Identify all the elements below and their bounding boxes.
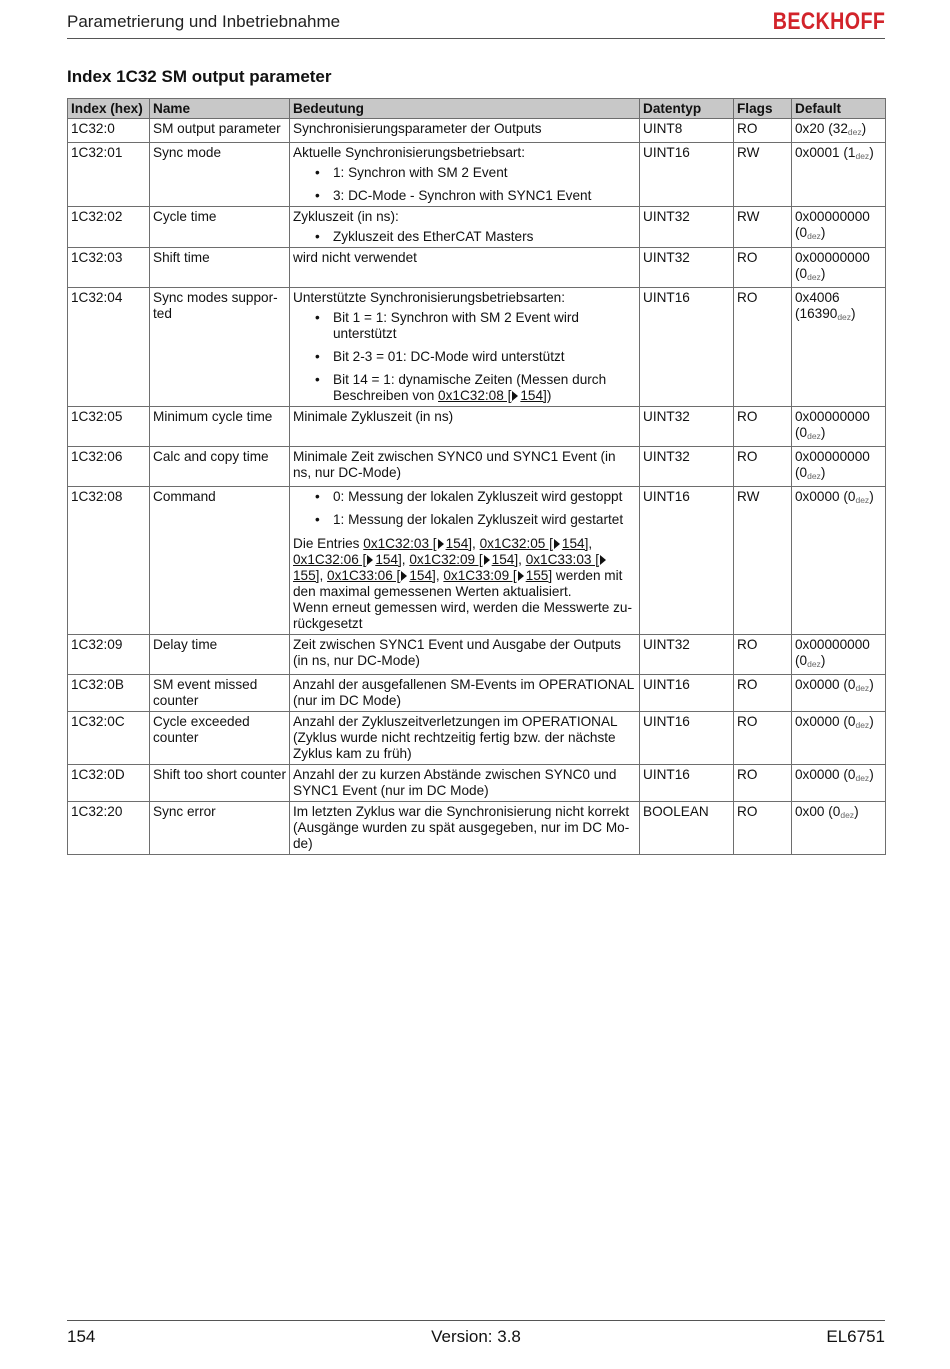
entries-prefix: Die Entries xyxy=(293,536,364,551)
cell-flags: RO xyxy=(734,712,792,765)
cell-name: Shift too short counter xyxy=(150,765,290,802)
cell-name: Cycle time xyxy=(150,207,290,248)
cell-default xyxy=(792,447,886,487)
table-row xyxy=(68,675,886,712)
description-text: Anzahl der Zykluszeitverletzungen im OPERATIONAL (Zyklus wurde nicht rechtzeitig fertig bzw. der nächste Zyklus kam zu früh) xyxy=(293,714,618,761)
table-row xyxy=(68,119,886,143)
page-arrow-icon xyxy=(484,555,490,565)
cross-reference-link[interactable] xyxy=(363,536,472,551)
default-value: 0x00000000 (0 xyxy=(795,409,870,440)
decimal-subscript: dez xyxy=(807,471,821,481)
cell-default xyxy=(792,712,886,765)
link-ref: 0x1C32:08 [ xyxy=(438,388,512,403)
cell-index: 1C32:09 xyxy=(68,635,150,675)
link-page: 154] xyxy=(375,552,402,567)
bullet-item xyxy=(333,512,636,528)
cell-index: 1C32:08 xyxy=(68,487,150,635)
page-arrow-icon xyxy=(518,571,524,581)
default-value: 0x4006 (16390 xyxy=(795,290,840,321)
table-row xyxy=(68,207,886,248)
decimal-subscript: dez xyxy=(855,151,870,161)
cell-flags: RO xyxy=(734,802,792,855)
cross-reference-link[interactable] xyxy=(327,568,436,583)
cell-index: 1C32:06 xyxy=(68,447,150,487)
product-name: EL6751 xyxy=(826,1327,885,1346)
cell-name: Cycle exceeded counter xyxy=(150,712,290,765)
default-close: ) xyxy=(820,425,826,440)
cell-datentyp: UINT16 xyxy=(640,487,734,635)
column-header-bedeutung: Bedeutung xyxy=(290,99,640,119)
cell-index: 1C32:0D xyxy=(68,765,150,802)
link-ref: 0x1C32:05 [ xyxy=(479,536,553,551)
description-text: wird nicht verwendet xyxy=(293,250,417,265)
link-separator: , xyxy=(319,568,328,583)
cell-default xyxy=(792,635,886,675)
description-text: Aktuelle Synchronisierungsbetriebsart: xyxy=(293,145,525,160)
cell-default xyxy=(792,207,886,248)
decimal-subscript: dez xyxy=(855,683,870,693)
decimal-subscript: dez xyxy=(807,272,821,282)
link-page: 155] xyxy=(293,568,320,583)
cell-default xyxy=(792,487,886,635)
beckhoff-logo: BECKHOFF xyxy=(772,8,885,35)
cell-bedeutung xyxy=(290,248,640,288)
description-text: Zeit zwischen SYNC1 Event und Ausgabe der Outputs (in ns, nur DC-Mode) xyxy=(293,637,621,668)
cell-bedeutung xyxy=(290,143,640,207)
cell-name: SM event missed counter xyxy=(150,675,290,712)
bullet-text: 0: Messung der lokalen Zykluszeit wird gestoppt xyxy=(333,489,623,504)
column-header-default: Default xyxy=(792,99,886,119)
default-close: ) xyxy=(869,714,874,729)
cell-datentyp: BOOLEAN xyxy=(640,802,734,855)
bullet-list xyxy=(293,229,636,245)
description-text: Zykluszeit (in ns): xyxy=(293,209,399,224)
table-row xyxy=(68,248,886,288)
link-page: 154] xyxy=(409,568,436,583)
cell-index: 1C32:0 xyxy=(68,119,150,143)
cell-index: 1C32:0B xyxy=(68,675,150,712)
default-close: ) xyxy=(820,266,826,281)
default-value: 0x00 (0 xyxy=(795,804,841,819)
cell-index: 1C32:05 xyxy=(68,407,150,447)
default-value: 0x0000 (0 xyxy=(795,714,856,729)
link-separator: , xyxy=(435,568,444,583)
page-arrow-icon xyxy=(438,539,444,549)
cell-flags: RO xyxy=(734,119,792,143)
description-text: Anzahl der zu kurzen Abstände zwischen SYNC0 und SYNC1 Event (nur im DC Mode) xyxy=(293,767,617,798)
default-value: 0x0000 (0 xyxy=(795,489,856,504)
link-ref: 0x1C33:06 [ xyxy=(327,568,401,583)
cell-datentyp: UINT16 xyxy=(640,143,734,207)
link-separator: , xyxy=(401,552,410,567)
bullet-text: Bit 14 = 1: dynamische Zeiten (Messen durch Beschreiben von xyxy=(333,372,607,403)
decimal-subscript: dez xyxy=(840,810,855,820)
decimal-subscript: dez xyxy=(807,231,821,241)
default-close: ) xyxy=(869,145,874,160)
cell-datentyp: UINT32 xyxy=(640,207,734,248)
table-row xyxy=(68,712,886,765)
cell-default xyxy=(792,248,886,288)
page-arrow-icon xyxy=(512,391,518,401)
bullet-item xyxy=(333,489,636,505)
cell-bedeutung xyxy=(290,407,640,447)
default-value: 0x00000000 (0 xyxy=(795,250,870,281)
decimal-subscript: dez xyxy=(837,312,852,322)
bullet-item xyxy=(333,310,636,342)
bullet-list xyxy=(293,489,636,528)
cell-datentyp: UINT32 xyxy=(640,447,734,487)
default-value: 0x00000000 (0 xyxy=(795,209,870,240)
bullet-list xyxy=(293,165,636,204)
table-row xyxy=(68,635,886,675)
cell-flags: RO xyxy=(734,288,792,407)
description-text: Anzahl der ausgefallenen SM-Events im OPERATIONAL (nur im DC Mode) xyxy=(293,677,634,708)
description-text: Unterstützte Synchronisierungsbetriebsarten: xyxy=(293,290,566,305)
cell-index: 1C32:03 xyxy=(68,248,150,288)
link-ref: 0x1C33:03 [ xyxy=(525,552,599,567)
default-value: 0x00000000 (0 xyxy=(795,637,870,668)
table-row xyxy=(68,487,886,635)
cell-flags: RO xyxy=(734,765,792,802)
bullet-text: Zykluszeit des EtherCAT Masters xyxy=(333,229,534,244)
cell-datentyp: UINT16 xyxy=(640,765,734,802)
default-value: 0x00000000 (0 xyxy=(795,449,870,480)
decimal-subscript: dez xyxy=(847,127,862,137)
cell-bedeutung xyxy=(290,635,640,675)
cross-reference-link[interactable] xyxy=(438,388,547,403)
column-header-datentyp: Datentyp xyxy=(640,99,734,119)
cross-reference-link[interactable] xyxy=(480,536,589,551)
decimal-subscript: dez xyxy=(855,495,870,505)
cell-bedeutung xyxy=(290,487,640,635)
table-row xyxy=(68,143,886,207)
default-close: ) xyxy=(869,677,874,692)
link-page: 154] xyxy=(491,552,519,567)
cell-bedeutung xyxy=(290,712,640,765)
cell-index: 1C32:20 xyxy=(68,802,150,855)
page-arrow-icon xyxy=(554,539,560,549)
cell-flags: RO xyxy=(734,248,792,288)
bullet-text: 3: DC-Mode - Synchron with SYNC1 Event xyxy=(333,188,592,203)
cell-flags: RO xyxy=(734,635,792,675)
cell-datentyp: UINT16 xyxy=(640,288,734,407)
cross-reference-link[interactable] xyxy=(409,552,518,567)
parameter-table xyxy=(67,98,886,855)
cell-default xyxy=(792,765,886,802)
page-header xyxy=(67,8,885,39)
cell-default xyxy=(792,407,886,447)
decimal-subscript: dez xyxy=(807,659,821,669)
default-close: ) xyxy=(820,465,826,480)
cell-name: Calc and copy time xyxy=(150,447,290,487)
default-close: ) xyxy=(854,804,859,819)
description-text: Synchronisierungsparameter der Outputs xyxy=(293,121,542,136)
default-close: ) xyxy=(869,767,874,782)
bullet-item xyxy=(333,188,636,204)
bullet-item xyxy=(333,349,636,365)
link-ref: 0x1C32:06 [ xyxy=(293,552,367,567)
page-arrow-icon xyxy=(367,555,373,565)
column-header-name: Name xyxy=(150,99,290,119)
table-row xyxy=(68,765,886,802)
link-page: 154] xyxy=(445,536,473,551)
cell-datentyp: UINT32 xyxy=(640,635,734,675)
cell-bedeutung xyxy=(290,802,640,855)
page-title: Index 1C32 SM output parameter xyxy=(67,67,332,86)
description-text: Minimale Zykluszeit (in ns) xyxy=(293,409,454,424)
document-version: Version: 3.8 xyxy=(431,1327,521,1346)
description-text: Minimale Zeit zwischen SYNC0 und SYNC1 Event (in ns, nur DC-Mode) xyxy=(293,449,616,480)
cell-index: 1C32:0C xyxy=(68,712,150,765)
entries-paragraph xyxy=(293,536,636,600)
bullet-text: Bit 2-3 = 01: DC-Mode wird unterstützt xyxy=(333,349,565,364)
table-header-row xyxy=(68,99,886,119)
cross-reference-link[interactable] xyxy=(293,552,402,567)
cell-name: Minimum cycle time xyxy=(150,407,290,447)
bullet-text: 1: Messung der lokalen Zykluszeit wird gestartet xyxy=(333,512,624,527)
default-close: ) xyxy=(851,306,856,321)
cell-flags: RO xyxy=(734,407,792,447)
default-value: 0x0000 (0 xyxy=(795,677,856,692)
section-title: Parametrierung und Inbetriebnahme xyxy=(67,12,341,31)
table-row xyxy=(68,407,886,447)
bullet-item xyxy=(333,372,636,404)
cell-flags: RW xyxy=(734,207,792,248)
decimal-subscript: dez xyxy=(855,720,870,730)
cell-index: 1C32:04 xyxy=(68,288,150,407)
cell-default xyxy=(792,675,886,712)
cell-datentyp: UINT32 xyxy=(640,248,734,288)
cell-bedeutung xyxy=(290,675,640,712)
cell-datentyp: UINT16 xyxy=(640,712,734,765)
bullet-text: 1: Synchron with SM 2 Event xyxy=(333,165,508,180)
entries-note: Wenn erneut gemessen wird, werden die Messwerte zurückgesetzt xyxy=(293,600,632,631)
cell-flags: RW xyxy=(734,487,792,635)
default-value: 0x0000 (0 xyxy=(795,767,856,782)
cell-name: Sync mode xyxy=(150,143,290,207)
link-ref: 0x1C33:09 [ xyxy=(443,568,517,583)
bullet-item xyxy=(333,165,636,181)
cell-default xyxy=(792,288,886,407)
page-number: 154 xyxy=(67,1327,96,1346)
default-close: ) xyxy=(820,225,826,240)
cell-flags: RO xyxy=(734,675,792,712)
decimal-subscript: dez xyxy=(855,773,870,783)
page-arrow-icon xyxy=(401,571,407,581)
cell-name: Sync modes supported xyxy=(150,288,290,407)
page-arrow-icon xyxy=(600,555,606,565)
default-value: 0x0001 (1 xyxy=(795,145,856,160)
default-close: ) xyxy=(861,121,867,136)
cell-bedeutung xyxy=(290,288,640,407)
link-ref: 0x1C32:09 [ xyxy=(409,552,483,567)
link-page: 155] xyxy=(525,568,553,583)
decimal-subscript: dez xyxy=(807,431,821,441)
link-page: 154] xyxy=(561,536,589,551)
cell-default xyxy=(792,802,886,855)
cell-bedeutung xyxy=(290,765,640,802)
cell-name: SM output parameter xyxy=(150,119,290,143)
entries-suffix: werden mit den maximal gemessenen Werten aktualisiert. xyxy=(293,568,623,599)
link-separator: , xyxy=(472,536,480,551)
cell-name: Shift time xyxy=(150,248,290,288)
cell-datentyp: UINT32 xyxy=(640,407,734,447)
table-row xyxy=(68,447,886,487)
default-value: 0x20 (32 xyxy=(795,121,848,136)
cell-bedeutung xyxy=(290,119,640,143)
cell-flags: RW xyxy=(734,143,792,207)
cell-name: Command xyxy=(150,487,290,635)
cell-default xyxy=(792,119,886,143)
link-separator: , xyxy=(518,552,526,567)
cell-datentyp: UINT16 xyxy=(640,675,734,712)
cell-bedeutung xyxy=(290,447,640,487)
link-separator: , xyxy=(588,536,593,551)
default-close: ) xyxy=(869,489,874,504)
link-ref: 0x1C32:03 [ xyxy=(363,536,437,551)
cell-flags: RO xyxy=(734,447,792,487)
bullet-text-end: ) xyxy=(546,388,552,403)
table-row xyxy=(68,802,886,855)
column-header-flags: Flags xyxy=(734,99,792,119)
cell-datentyp: UINT8 xyxy=(640,119,734,143)
cell-bedeutung xyxy=(290,207,640,248)
cell-default xyxy=(792,143,886,207)
bullet-list xyxy=(293,310,636,404)
column-header-index: Index (hex) xyxy=(68,99,150,119)
table-row xyxy=(68,288,886,407)
link-page: 154] xyxy=(520,388,547,403)
cell-index: 1C32:01 xyxy=(68,143,150,207)
cell-name: Sync error xyxy=(150,802,290,855)
page-footer xyxy=(67,1320,885,1351)
cell-name: Delay time xyxy=(150,635,290,675)
bullet-text: Bit 1 = 1: Synchron with SM 2 Event wird unterstützt xyxy=(333,310,579,341)
default-close: ) xyxy=(820,653,826,668)
description-text: Im letzten Zyklus war die Synchronisierung nicht korrekt (Ausgänge wurden zu spät ausgegeben, nur im DC Mode) xyxy=(293,804,630,851)
cell-index: 1C32:02 xyxy=(68,207,150,248)
bullet-item xyxy=(333,229,636,245)
cross-reference-link[interactable] xyxy=(443,568,552,583)
